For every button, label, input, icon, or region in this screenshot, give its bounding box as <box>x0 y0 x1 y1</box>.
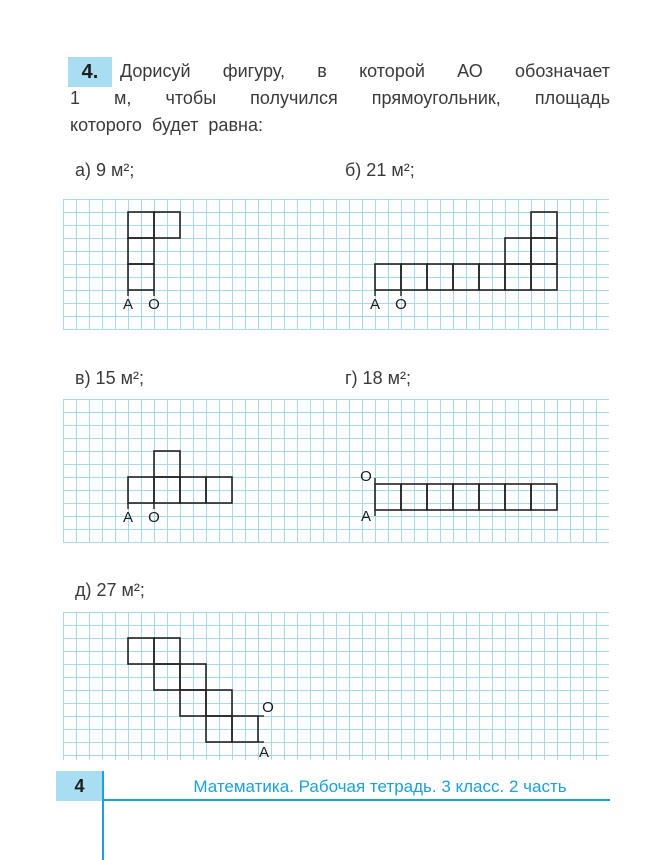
figure-d-point-label: О <box>262 699 274 716</box>
figure-v-point-label: О <box>148 509 160 526</box>
item-label-g: г) 18 м²; <box>345 368 411 388</box>
item-label-a: а) 9 м²; <box>75 160 135 180</box>
task-text-line: 1 м, чтобы получился прямоугольник, площадь <box>70 88 610 108</box>
item-label-v: в) 15 м²; <box>75 368 144 388</box>
figure-d-point-label: А <box>258 744 270 760</box>
figure-a-point-label: О <box>148 296 160 313</box>
figure-a-point-label: А <box>122 296 134 313</box>
figure-g-point-label: А <box>360 508 372 525</box>
figure-g-point-label: О <box>360 468 372 485</box>
footer-horizontal-rule <box>102 799 610 801</box>
figure-v-point-label: А <box>122 509 134 526</box>
item-label-b: б) 21 м²; <box>345 160 415 180</box>
task-number-badge: 4. <box>68 57 112 87</box>
item-label-d: д) 27 м²; <box>75 580 145 600</box>
grid-canvas-a-b[interactable] <box>63 199 609 330</box>
figure-b-point-label: А <box>369 296 381 313</box>
task-text-line: Дорисуй фигуру, в которой АО обозначает <box>120 61 610 81</box>
footer-title: Математика. Рабочая тетрадь. 3 класс. 2 часть <box>193 777 567 796</box>
page-number-badge: 4 <box>56 771 103 801</box>
footer-vertical-rule <box>102 771 104 860</box>
grid-canvas-d[interactable] <box>63 612 609 760</box>
figure-b-point-label: О <box>395 296 407 313</box>
task-text-line: которого будет равна: <box>70 115 263 135</box>
grid-canvas-v-g[interactable] <box>63 399 609 543</box>
task-text <box>70 58 610 139</box>
